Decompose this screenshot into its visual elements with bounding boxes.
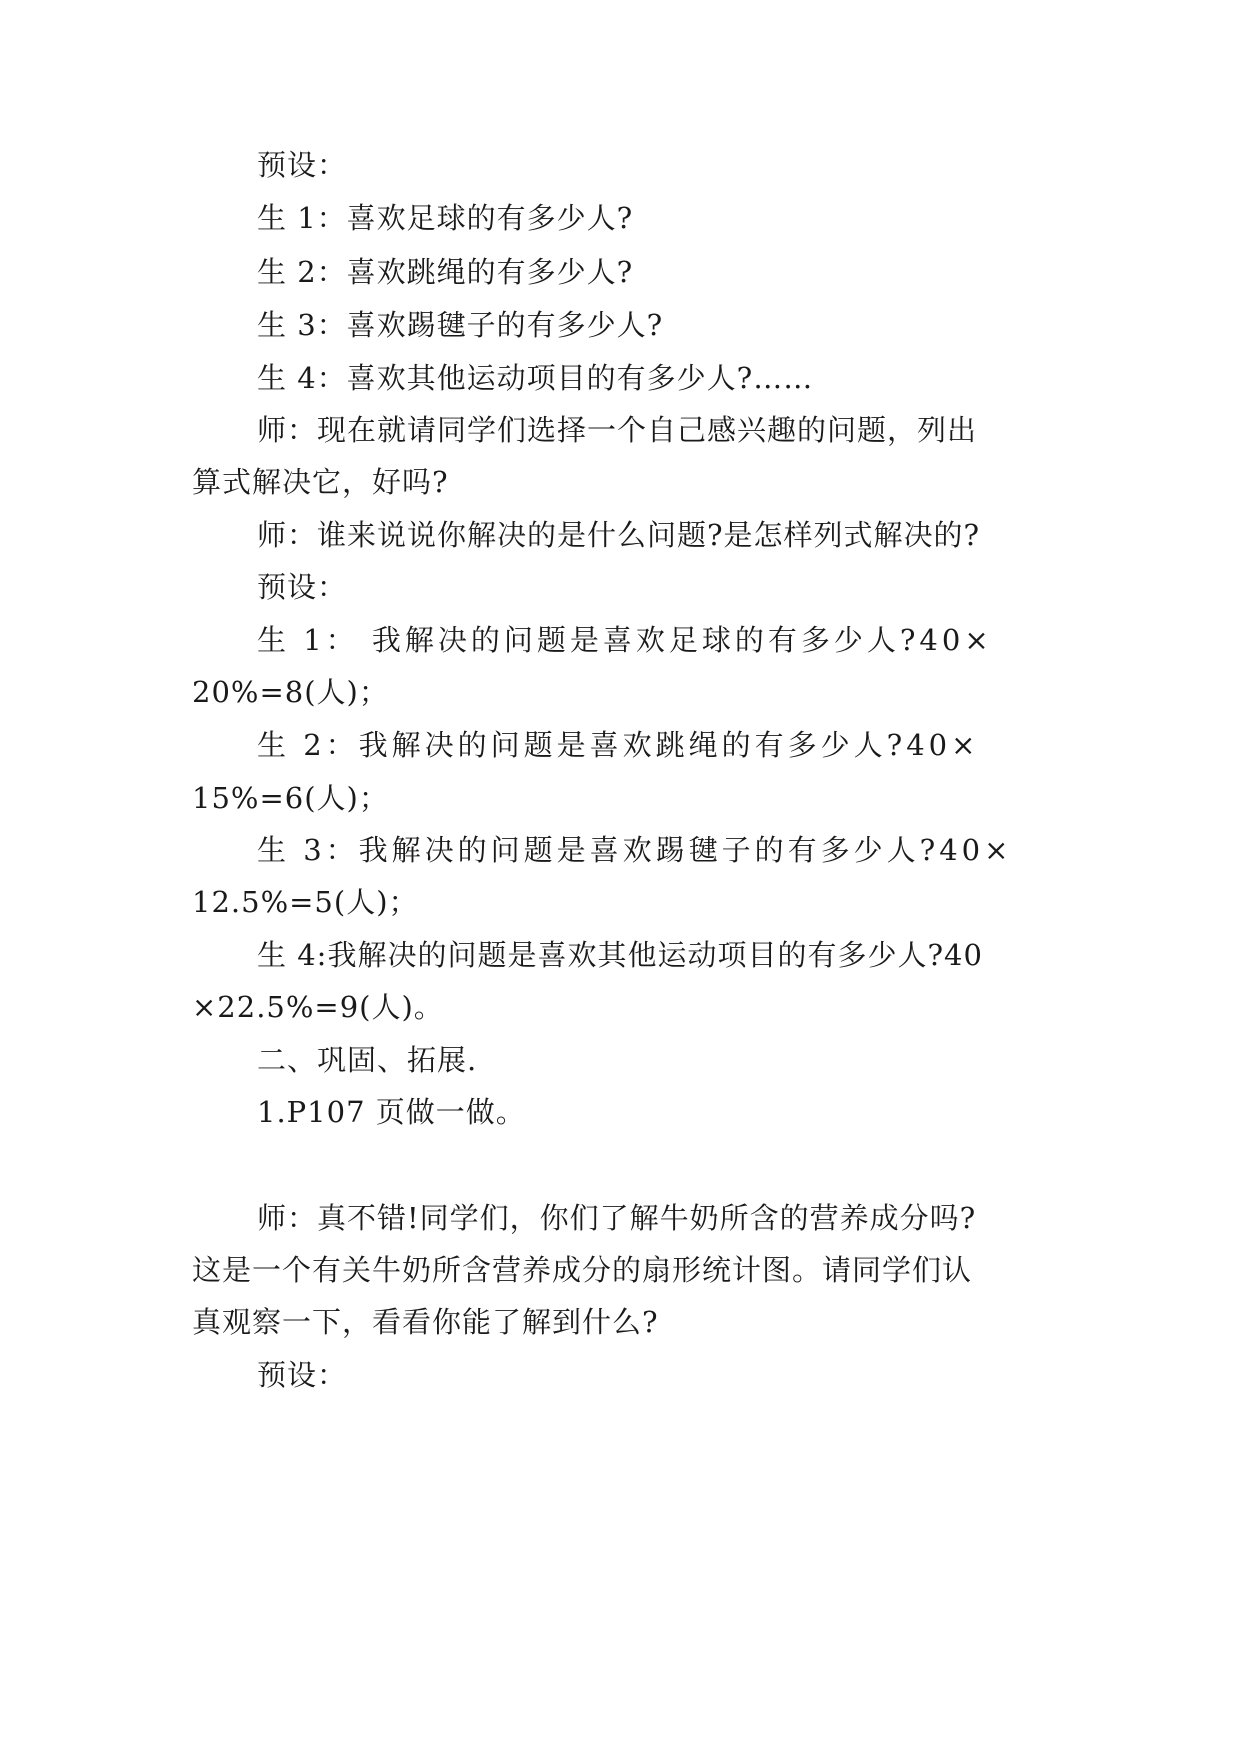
paragraph-student1-answer-cont: 20%=8(人)； xyxy=(192,675,389,709)
paragraph-preset-2: 预设： xyxy=(257,570,348,604)
paragraph-teacher-instruction: 师：现在就请同学们选择一个自己感兴趣的问题，列出 xyxy=(257,413,978,447)
paragraph-teacher-milk: 师：真不错!同学们，你们了解牛奶所含的营养成分吗? xyxy=(257,1201,977,1235)
section-heading-consolidate: 二、巩固、拓展. xyxy=(257,1043,478,1077)
paragraph-student4-answer: 生 4:我解决的问题是喜欢其他运动项目的有多少人?40 xyxy=(257,938,983,972)
paragraph-student2-question: 生 2：喜欢跳绳的有多少人? xyxy=(257,255,634,289)
paragraph-student1-question: 生 1：喜欢足球的有多少人? xyxy=(257,201,634,235)
paragraph-student2-answer-cont: 15%=6(人)； xyxy=(192,781,389,815)
paragraph-student3-answer: 生 3：我解决的问题是喜欢踢毽子的有多少人?40× xyxy=(257,833,1013,867)
paragraph-preset-3: 预设： xyxy=(257,1358,348,1392)
paragraph-teacher-instruction-cont: 算式解决它，好吗? xyxy=(192,465,449,499)
paragraph-student1-answer: 生 1： 我解决的问题是喜欢足球的有多少人?40× xyxy=(257,623,993,657)
paragraph-student4-answer-cont: ×22.5%=9(人)。 xyxy=(192,990,444,1024)
paragraph-preset: 预设： xyxy=(257,148,348,182)
paragraph-exercise: 1.P107 页做一做。 xyxy=(257,1095,526,1129)
paragraph-teacher-milk-cont: 这是一个有关牛奶所含营养成分的扇形统计图。请同学们认 xyxy=(192,1253,973,1287)
paragraph-student3-question: 生 3：喜欢踢毽子的有多少人? xyxy=(257,308,664,342)
paragraph-teacher-milk-cont-2: 真观察一下，看看你能了解到什么? xyxy=(192,1305,659,1339)
paragraph-student2-answer: 生 2：我解决的问题是喜欢跳绳的有多少人?40× xyxy=(257,728,980,762)
paragraph-student4-question: 生 4：喜欢其他运动项目的有多少人?…… xyxy=(257,361,814,395)
paragraph-teacher-question: 师：谁来说说你解决的是什么问题?是怎样列式解决的? xyxy=(257,518,981,552)
paragraph-student3-answer-cont: 12.5%=5(人)； xyxy=(192,885,419,919)
